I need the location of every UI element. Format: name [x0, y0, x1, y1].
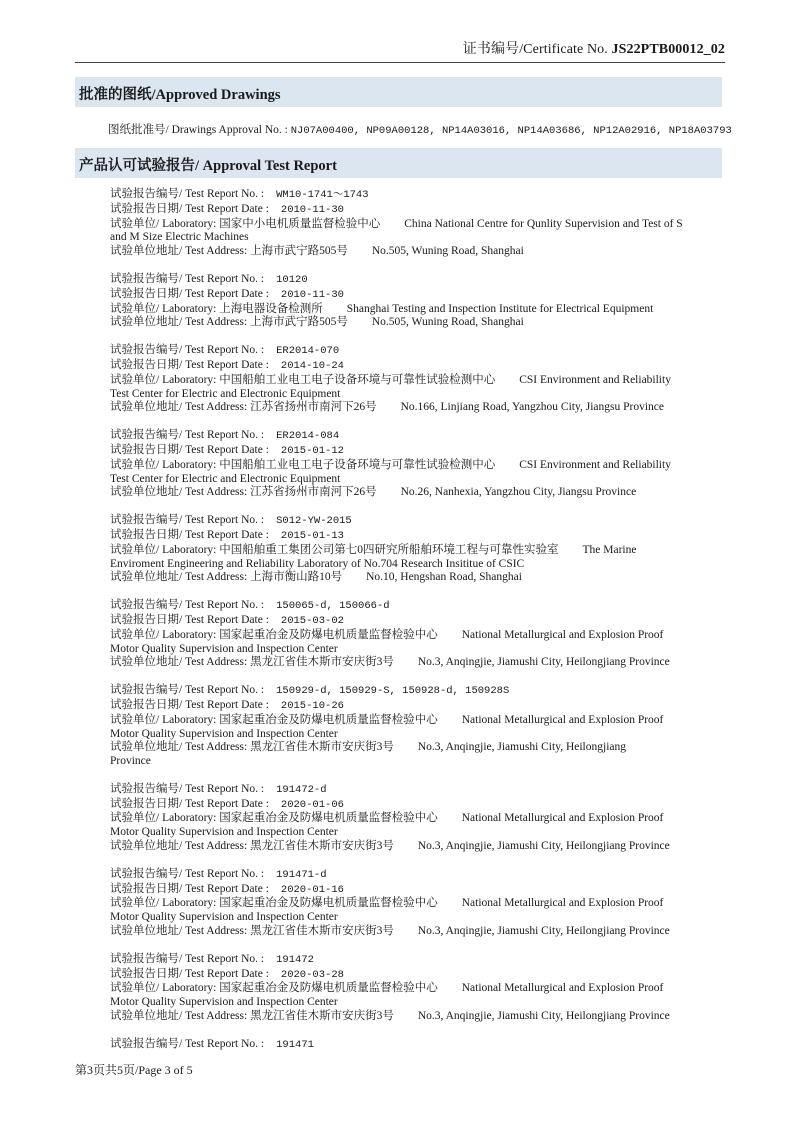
report-no-line — [110, 514, 722, 529]
report-address-label: 试验单位地址/ Test Address: — [110, 840, 248, 853]
test-report-entry — [110, 953, 722, 1024]
drawings-approval-label: 图纸批准号/ Drawings Approval No. : — [108, 124, 288, 136]
report-date-label: 试验报告日期/ Test Report Date : — [110, 528, 269, 541]
report-no-label: 试验报告编号/ Test Report No. : — [110, 952, 265, 965]
report-lab-label: 试验单位/ Laboratory: — [110, 713, 217, 726]
report-address-cn: 江苏省扬州市南河下26号 — [250, 401, 377, 414]
report-lab-line — [110, 303, 722, 317]
report-date-value: 2020-03-28 — [280, 968, 344, 981]
report-address-line — [110, 401, 722, 415]
test-report-entry — [110, 273, 722, 330]
report-no-value: 191471-d — [276, 868, 327, 881]
report-no-value: 191471 — [276, 1038, 314, 1051]
report-date-label: 试验报告日期/ Test Report Date : — [110, 358, 269, 371]
test-report-list — [110, 188, 722, 1067]
report-no-value: 150065-d, 150066-d — [276, 600, 390, 613]
report-date-line — [110, 699, 722, 714]
report-no-value: 150929-d, 150929-S, 150928-d, 150928S — [276, 685, 510, 698]
report-no-label: 试验报告编号/ Test Report No. : — [110, 1037, 265, 1050]
report-date-value: 2015-03-02 — [280, 614, 344, 627]
report-address-cn: 黑龙江省佳木斯市安庆街3号 — [250, 741, 394, 754]
report-lab-cn: 中国船舶工业电工电子设备环境与可靠性试验检测中心 — [219, 458, 496, 471]
report-no-value: 10120 — [276, 273, 308, 286]
report-no-line — [110, 868, 722, 883]
report-address-line — [110, 245, 722, 259]
report-lab-en-continued: Motor Quality Supervision and Inspection Center — [110, 642, 338, 655]
report-date-value: 2015-01-12 — [280, 444, 344, 457]
report-address-en: No.3, Anqingjie, Jiamushi City, Heilongjiang Province — [417, 656, 670, 669]
certificate-number: JS22PTB00012_02 — [611, 42, 725, 57]
report-no-label: 试验报告编号/ Test Report No. : — [110, 272, 265, 285]
report-address-en: No.10, Hengshan Road, Shanghai — [366, 571, 522, 584]
report-no-label: 试验报告编号/ Test Report No. : — [110, 599, 265, 612]
report-address-en: No.3, Anqingjie, Jiamushi City, Heilongjiang Province — [417, 925, 670, 938]
report-lab-label: 试验单位/ Laboratory: — [110, 628, 217, 641]
report-no-label: 试验报告编号/ Test Report No. : — [110, 514, 265, 527]
report-date-label: 试验报告日期/ Test Report Date : — [110, 443, 269, 456]
report-date-value: 2014-10-24 — [280, 359, 344, 372]
report-date-label: 试验报告日期/ Test Report Date : — [110, 613, 269, 626]
report-lab-cn: 国家起重冶金及防爆电机质量监督检验中心 — [219, 812, 438, 825]
report-address-cn: 上海市衡山路10号 — [250, 571, 343, 584]
test-report-entry — [110, 599, 722, 670]
report-lab-en: National Metallurgical and Explosion Proof — [461, 982, 664, 995]
report-date-line — [110, 529, 722, 544]
report-address-en: No.3, Anqingjie, Jiamushi City, Heilongjiang Province — [417, 1010, 670, 1023]
report-lab-en: CSI Environment and Reliability — [519, 373, 671, 386]
test-report-entry — [110, 868, 722, 939]
report-lab-line — [110, 459, 722, 473]
report-no-label: 试验报告编号/ Test Report No. : — [110, 344, 265, 357]
approved-drawings-heading: 批准的图纸/Approved Drawings — [75, 77, 722, 107]
report-no-line — [110, 783, 722, 798]
report-address-label: 试验单位地址/ Test Address: — [110, 486, 248, 499]
report-lab-en-continued: Test Center for Electric and Electronic Equipment — [110, 472, 341, 485]
report-address-cn: 黑龙江省佳木斯市安庆街3号 — [250, 1010, 394, 1023]
report-lab-cn: 国家中小电机质量监督检验中心 — [219, 217, 381, 230]
report-lab-label: 试验单位/ Laboratory: — [110, 812, 217, 825]
report-lab-label: 试验单位/ Laboratory: — [110, 302, 217, 315]
report-address-en: No.166, Linjiang Road, Yangzhou City, Jiangsu Province — [400, 401, 664, 414]
report-no-label: 试验报告编号/ Test Report No. : — [110, 867, 265, 880]
report-lab-line — [110, 897, 722, 911]
report-address-label: 试验单位地址/ Test Address: — [110, 741, 248, 754]
report-date-label: 试验报告日期/ Test Report Date : — [110, 797, 269, 810]
report-address-line — [110, 571, 722, 585]
report-date-value: 2015-10-26 — [280, 699, 344, 712]
report-lab-line — [110, 982, 722, 996]
report-no-label: 试验报告编号/ Test Report No. : — [110, 782, 265, 795]
report-address-line — [110, 656, 722, 670]
approval-test-report-heading: 产品认可试验报告/ Approval Test Report — [75, 148, 722, 178]
report-lab-en: The Marine — [582, 543, 637, 556]
report-address-label: 试验单位地址/ Test Address: — [110, 571, 248, 584]
test-report-entry — [110, 514, 722, 585]
report-lab-label: 试验单位/ Laboratory: — [110, 217, 217, 230]
test-report-entry — [110, 429, 722, 500]
report-no-label: 试验报告编号/ Test Report No. : — [110, 188, 265, 200]
report-date-line — [110, 288, 722, 303]
report-lab-en: Shanghai Testing and Inspection Institute for Electrical Equipment — [346, 302, 654, 315]
report-address-cn: 上海市武宁路505号 — [250, 316, 348, 329]
report-lab-line — [110, 374, 722, 388]
report-lab-line — [110, 629, 722, 643]
report-no-line — [110, 1038, 722, 1053]
report-date-line — [110, 883, 722, 898]
report-date-value: 2020-01-06 — [280, 798, 344, 811]
report-lab-cn: 上海电器设备检测所 — [219, 302, 323, 315]
report-lab-en: CSI Environment and Reliability — [519, 458, 671, 471]
report-address-cn: 黑龙江省佳木斯市安庆街3号 — [250, 656, 394, 669]
report-lab-label: 试验单位/ Laboratory: — [110, 458, 217, 471]
report-no-line — [110, 344, 722, 359]
report-lab-en-continued: Motor Quality Supervision and Inspection Center — [110, 826, 338, 839]
report-lab-en-continued: Enviroment Engineering and Reliability Laboratory of No.704 Research Insititue of CSIC — [110, 557, 525, 570]
report-date-line — [110, 614, 722, 629]
report-address-label: 试验单位地址/ Test Address: — [110, 401, 248, 414]
report-date-label: 试验报告日期/ Test Report Date : — [110, 287, 269, 300]
report-address-label: 试验单位地址/ Test Address: — [110, 656, 248, 669]
report-lab-label: 试验单位/ Laboratory: — [110, 543, 217, 556]
report-lab-cn: 国家起重冶金及防爆电机质量监督检验中心 — [219, 897, 438, 910]
report-date-line — [110, 444, 722, 459]
report-date-line — [110, 798, 722, 813]
report-address-en: No.3, Anqingjie, Jiamushi City, Heilongjiang — [417, 741, 626, 754]
report-lab-en-continued: Motor Quality Supervision and Inspection Center — [110, 996, 338, 1009]
drawings-approval-numbers: NJ07A00400, NP09A00128, NP14A03016, NP14A03686, NP12A02916, NP18A03793 — [290, 125, 732, 137]
report-no-line — [110, 684, 722, 699]
report-address-label: 试验单位地址/ Test Address: — [110, 245, 248, 258]
report-lab-en: National Metallurgical and Explosion Proof — [461, 713, 664, 726]
report-address-label: 试验单位地址/ Test Address: — [110, 925, 248, 938]
report-lab-cn: 国家起重冶金及防爆电机质量监督检验中心 — [219, 628, 438, 641]
test-report-entry — [110, 1038, 722, 1053]
report-no-value: ER2014-070 — [276, 345, 340, 358]
report-address-label: 试验单位地址/ Test Address: — [110, 1010, 248, 1023]
report-lab-en: China National Centre for Qunlity Supervision and Test of S — [404, 217, 683, 230]
report-lab-line — [110, 812, 722, 826]
report-address-line — [110, 741, 722, 755]
report-no-line — [110, 273, 722, 288]
report-date-value: 2010-11-30 — [280, 203, 344, 216]
report-no-value: WM10-1741～1743 — [276, 189, 369, 201]
test-report-entry — [110, 783, 722, 854]
certificate-label: 证书编号/Certificate No. — [462, 42, 608, 57]
report-address-line — [110, 925, 722, 939]
report-lab-label: 试验单位/ Laboratory: — [110, 897, 217, 910]
report-lab-cn: 国家起重冶金及防爆电机质量监督检验中心 — [219, 982, 438, 995]
report-no-value: ER2014-084 — [276, 430, 340, 443]
report-no-line — [110, 429, 722, 444]
report-no-label: 试验报告编号/ Test Report No. : — [110, 684, 265, 697]
test-report-entry — [110, 684, 722, 769]
report-address-cn: 黑龙江省佳木斯市安庆街3号 — [250, 925, 394, 938]
report-date-value: 2020-01-16 — [280, 883, 344, 896]
report-address-en-continued: Province — [110, 755, 151, 768]
report-date-value: 2015-01-13 — [280, 529, 344, 542]
report-address-en: No.505, Wuning Road, Shanghai — [371, 316, 524, 329]
report-address-cn: 上海市武宁路505号 — [250, 245, 348, 258]
report-date-line — [110, 359, 722, 374]
certificate-header — [463, 38, 725, 58]
report-lab-line — [110, 218, 722, 232]
report-address-en: No.505, Wuning Road, Shanghai — [371, 245, 524, 258]
report-date-label: 试验报告日期/ Test Report Date : — [110, 967, 269, 980]
report-no-value: 191472-d — [276, 783, 327, 796]
report-address-cn: 江苏省扬州市南河下26号 — [250, 486, 377, 499]
report-date-line — [110, 968, 722, 983]
report-address-label: 试验单位地址/ Test Address: — [110, 316, 248, 329]
report-address-cn: 黑龙江省佳木斯市安庆街3号 — [250, 840, 394, 853]
test-report-entry — [110, 188, 722, 259]
header-rule — [75, 62, 725, 63]
report-lab-line — [110, 714, 722, 728]
report-lab-en-continued: Test Center for Electric and Electronic Equipment — [110, 387, 341, 400]
report-date-label: 试验报告日期/ Test Report Date : — [110, 882, 269, 895]
report-no-value: 191472 — [276, 953, 314, 966]
report-date-line — [110, 203, 722, 218]
report-no-line — [110, 599, 722, 614]
report-no-value: S012-YW-2015 — [276, 515, 352, 528]
report-address-en: No.3, Anqingjie, Jiamushi City, Heilongjiang Province — [417, 840, 670, 853]
test-report-entry — [110, 344, 722, 415]
report-lab-line — [110, 544, 722, 558]
report-lab-cn: 中国船舶工业电工电子设备环境与可靠性试验检测中心 — [219, 373, 496, 386]
report-lab-label: 试验单位/ Laboratory: — [110, 373, 217, 386]
report-no-label: 试验报告编号/ Test Report No. : — [110, 429, 265, 442]
report-date-label: 试验报告日期/ Test Report Date : — [110, 202, 269, 215]
report-address-line — [110, 316, 722, 330]
report-lab-cn: 国家起重冶金及防爆电机质量监督检验中心 — [219, 713, 438, 726]
report-no-line — [110, 953, 722, 968]
page-number: 第3页共5页/Page 3 of 5 — [75, 1063, 193, 1077]
drawings-approval-line — [108, 121, 732, 137]
report-lab-en-continued: Motor Quality Supervision and Inspection Center — [110, 911, 338, 924]
report-lab-en: National Metallurgical and Explosion Proof — [461, 628, 664, 641]
report-lab-en: National Metallurgical and Explosion Proof — [461, 897, 664, 910]
report-lab-en-continued: Motor Quality Supervision and Inspection Center — [110, 727, 338, 740]
report-lab-en: National Metallurgical and Explosion Proof — [461, 812, 664, 825]
report-date-value: 2010-11-30 — [280, 288, 344, 301]
report-date-label: 试验报告日期/ Test Report Date : — [110, 698, 269, 711]
report-no-line — [110, 188, 722, 203]
report-address-line — [110, 486, 722, 500]
report-address-en: No.26, Nanhexia, Yangzhou City, Jiangsu Province — [400, 486, 637, 499]
report-lab-en-continued: and M Size Electric Machines — [110, 231, 249, 244]
report-lab-cn: 中国船舶重工集团公司第七0四研究所船舶环境工程与可靠性实验室 — [219, 543, 559, 556]
report-address-line — [110, 840, 722, 854]
report-address-line — [110, 1010, 722, 1024]
report-lab-label: 试验单位/ Laboratory: — [110, 982, 217, 995]
